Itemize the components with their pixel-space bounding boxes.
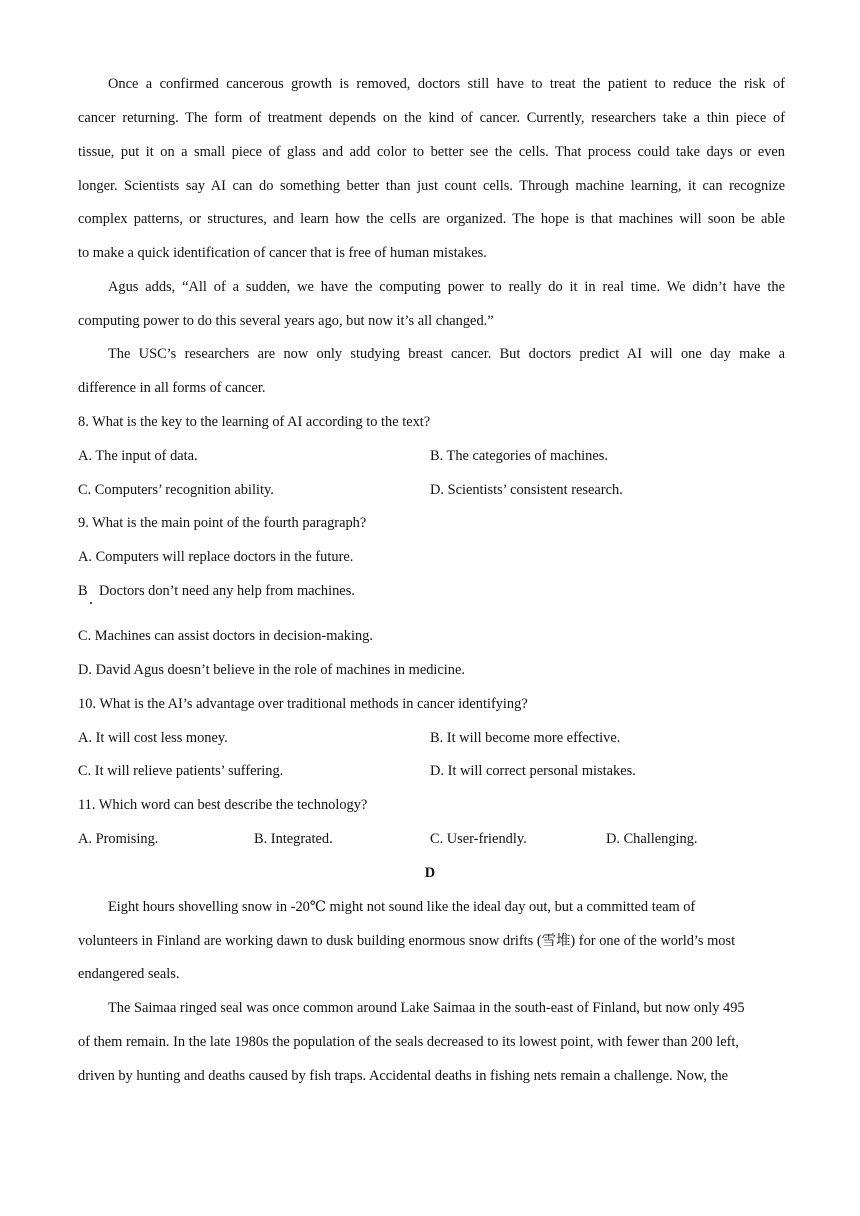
question-9-option-d: D. David Agus doesn’t believe in the role of machines in medicine. [78,662,465,678]
passage-c-p1-line4: longer. Scientists say AI can do something better than just count cells. Through machine learning, it can recognize [78,178,785,194]
question-11-stem: 11. Which word can best describe the technology? [78,797,368,813]
question-9-option-b: Doctors don’t need any help from machines. [99,583,355,599]
passage-c-p1-line3: tissue, put it on a small piece of glass and add color to better see the cells. That process could take days or even [78,144,785,160]
passage-d-p2-line1: The Saimaa ringed seal was once common around Lake Saimaa in the south-east of Finland, but now only 495 [108,1000,745,1016]
passage-c-p1-line1: Once a confirmed cancerous growth is removed, doctors still have to treat the patient to reduce the risk of [108,76,785,92]
question-11-option-a: A. Promising. [78,831,159,847]
question-9-option-b-letter: B [78,583,88,599]
question-8-option-b: B. The categories of machines. [430,448,608,464]
question-9-option-c: C. Machines can assist doctors in decision-making. [78,628,373,644]
question-11-option-c: C. User-friendly. [430,831,527,847]
question-9-stem: 9. What is the main point of the fourth paragraph? [78,515,367,531]
question-8-option-c: C. Computers’ recognition ability. [78,482,274,498]
passage-c-p3-line2: difference in all forms of cancer. [78,380,266,396]
question-8-stem: 8. What is the key to the learning of AI according to the text? [78,414,431,430]
stray-dot-mark [90,602,92,604]
passage-c-p2-line2: computing power to do this several years ago, but now it’s all changed.” [78,313,494,329]
passage-d-p2-line3: driven by hunting and deaths caused by fish traps. Accidental deaths in fishing nets remain a challenge. Now, the [78,1068,729,1084]
question-10-option-b: B. It will become more effective. [430,730,621,746]
question-10-stem: 10. What is the AI’s advantage over traditional methods in cancer identifying? [78,696,528,712]
question-9-option-a: A. Computers will replace doctors in the future. [78,549,354,565]
question-8-option-a: A. The input of data. [78,448,198,464]
passage-c-p3-line1: The USC’s researchers are now only studying breast cancer. But doctors predict AI will one day make a [108,346,785,362]
passage-c-p1-line6: to make a quick identification of cancer that is free of human mistakes. [78,245,487,261]
passage-c-p1-line2: cancer returning. The form of treatment depends on the kind of cancer. Currently, researchers take a thin piece of [78,110,785,126]
passage-d-p2-line2: of them remain. In the late 1980s the population of the seals decreased to its lowest point, with fewer than 200 left, [78,1034,739,1050]
passage-c-p2-line1: Agus adds, “All of a sudden, we have the computing power to really do it in real time. We didn’t have the [108,279,785,295]
question-10-option-c: C. It will relieve patients’ suffering. [78,763,284,779]
passage-d-p1-line1: Eight hours shovelling snow in -20℃ might not sound like the ideal day out, but a committed team of [108,899,696,915]
passage-d-p1-line3: endangered seals. [78,966,180,982]
question-11-option-d: D. Challenging. [606,831,698,847]
question-11-option-b: B. Integrated. [254,831,333,847]
passage-c-p1-line5: complex patterns, or structures, and learn how the cells are organized. The hope is that machines will soon be able [78,211,785,227]
passage-d-p1-line2: volunteers in Finland are working dawn to dusk building enormous snow drifts (雪堆) for one of the world’s most [78,933,736,949]
question-10-option-d: D. It will correct personal mistakes. [430,763,636,779]
section-d-heading: D [424,865,436,881]
question-10-option-a: A. It will cost less money. [78,730,228,746]
question-8-option-d: D. Scientists’ consistent research. [430,482,623,498]
